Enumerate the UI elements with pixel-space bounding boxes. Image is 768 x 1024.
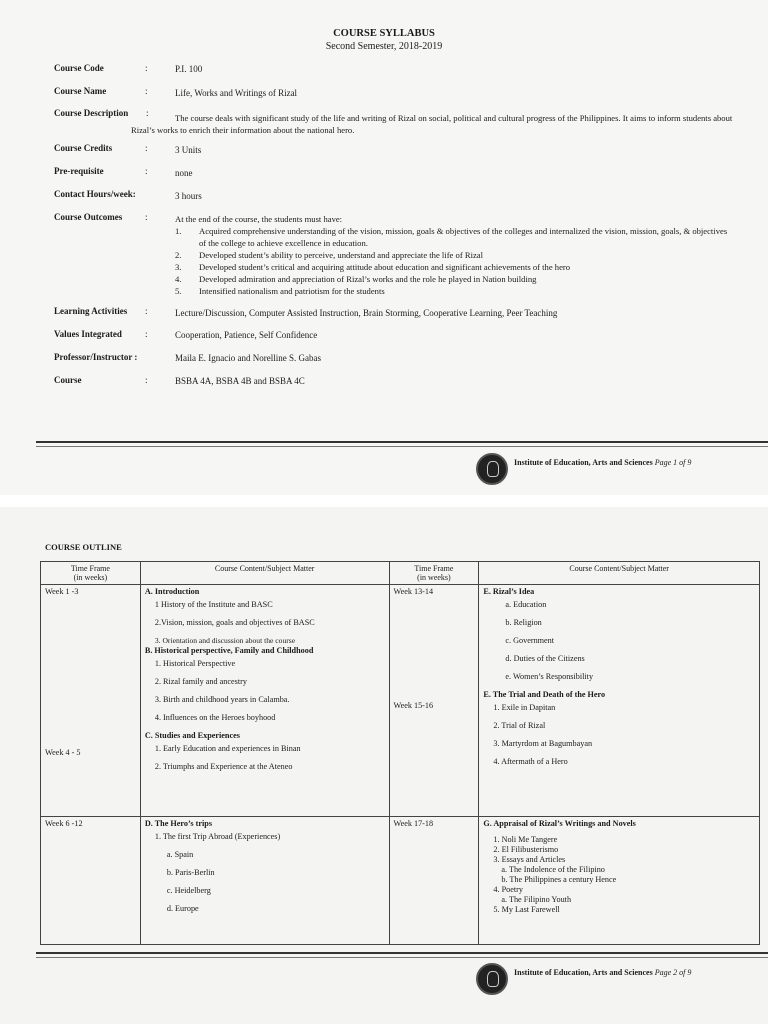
course-name-value: Life, Works and Writings of Rizal (175, 88, 298, 98)
list-item: b. Paris-Berlin (166, 868, 215, 877)
colon: : (145, 143, 148, 153)
course-code-value: P.I. 100 (175, 64, 203, 74)
contact-hours-value: 3 hours (175, 191, 202, 201)
list-item: d. Duties of the Citizens (505, 654, 585, 663)
list-item: d. Europe (166, 904, 199, 913)
course-description-value: The course deals with significant study of the life and writing of Rizal on social, political and cultural progress of the Philippines. It aims to inform students about Rizal’s works to enrich their information about the national hero. (131, 113, 733, 135)
content-header: Course Content/Subject Matter (140, 562, 389, 585)
section-title: B. Historical perspective, Family and Childhood (144, 646, 314, 655)
content-cell (479, 817, 760, 945)
prerequisite-label: Pre-requisite (54, 166, 104, 176)
list-item: 4. Influences on the Heroes boyhood (154, 713, 276, 722)
list-item: 2.Vision, mission, goals and objectives of BASC (154, 618, 315, 627)
course-code-label: Course Code (54, 63, 104, 73)
list-item: 1. Historical Perspective (154, 659, 236, 668)
list-item: a. The Filipino Youth (501, 895, 572, 904)
time-frame-header: Time Frame (in weeks) (41, 562, 141, 585)
learning-activities-label: Learning Activities (54, 306, 128, 316)
list-item: b. The Philippines a century Hence (501, 875, 617, 884)
list-item: 4. Aftermath of a Hero (493, 757, 568, 766)
list-item: a. Spain (166, 850, 194, 859)
course-outcomes-label: Course Outcomes (54, 212, 123, 222)
week-label: Week 1 -3 (45, 587, 79, 596)
week-cell: Week 17-18 (389, 817, 479, 945)
list-item: c. Heidelberg (166, 886, 211, 895)
outcome-item: 3. Developed student’s critical and acquiring attitude about education and significant achievements of the hero (175, 262, 571, 272)
page-number: Page 1 of 9 (654, 458, 692, 467)
colon: : (145, 212, 148, 222)
course-outline-label: COURSE OUTLINE (45, 542, 122, 552)
outcome-item: 5. Intensified nationalism and patriotism for the students (175, 286, 385, 296)
content-header: Course Content/Subject Matter (479, 562, 760, 585)
week-cell: Week 6 -12 (41, 817, 141, 945)
table-header-row (41, 562, 760, 585)
learning-activities-value: Lecture/Discussion, Computer Assisted Instruction, Brain Storming, Cooperative Learning, Peer Teaching (175, 308, 558, 318)
section-title: E. The Trial and Death of the Hero (483, 690, 606, 699)
contact-hours-label: Contact Hours/week: (54, 189, 136, 199)
professor-value: Maila E. Ignacio and Norelline S. Gabas (175, 353, 321, 363)
time-frame-header: Time Frame (in weeks) (389, 562, 479, 585)
colon: : (145, 86, 148, 96)
institute-seal-icon (476, 453, 508, 485)
colon: : (145, 306, 148, 316)
colon: : (145, 63, 148, 73)
list-item: 5. My Last Farewell (493, 905, 560, 914)
outcome-item: 2. Developed student’s ability to perceive, understand and appreciate the life of Rizal (175, 250, 483, 260)
page-gap (0, 495, 768, 507)
prerequisite-value: none (175, 168, 193, 178)
list-item: 4. Poetry (493, 885, 523, 894)
week-cell (389, 585, 479, 817)
list-item: 2. Triumphs and Experience at the Ateneo (154, 762, 293, 771)
list-item: 2. Trial of Rizal (493, 721, 546, 730)
values-integrated-value: Cooperation, Patience, Self Confidence (175, 330, 318, 340)
week-cell (41, 585, 141, 817)
colon: : (145, 166, 148, 176)
footer-rule (36, 446, 768, 447)
list-item: 2. Rizal family and ancestry (154, 677, 247, 686)
section-title: C. Studies and Experiences (144, 731, 240, 740)
list-item: 3. Martyrdom at Bagumbayan (493, 739, 593, 748)
course-credits-label: Course Credits (54, 143, 113, 153)
list-item: 3. Orientation and discussion about the course (154, 636, 296, 645)
section-title: A. Introduction (144, 587, 200, 596)
content-cell (140, 817, 389, 945)
footer-rule (36, 441, 768, 443)
colon: : (145, 375, 148, 385)
section-title: G. Appraisal of Rizal’s Writings and Novels (483, 819, 636, 828)
list-item: 3. Essays and Articles (493, 855, 566, 864)
institute-seal-icon (476, 963, 508, 995)
course-label: Course (54, 375, 82, 385)
section-title: E. Rizal’s Idea (483, 587, 535, 596)
week-label: Week 4 - 5 (45, 748, 81, 757)
list-item: 1. Early Education and experiences in Binan (154, 744, 301, 753)
footer-rule (36, 957, 768, 958)
footer-rule (36, 952, 768, 954)
colon: : (146, 108, 149, 118)
list-item: c. Government (505, 636, 555, 645)
list-item: a. Education (505, 600, 547, 609)
document-subtitle: Second Semester, 2018-2019 (325, 41, 443, 52)
colon: : (145, 329, 148, 339)
course-outline-table (40, 561, 760, 945)
page-2-footer: Institute of Education, Arts and Sciences Page 2 of 9 (514, 968, 692, 977)
outcomes-intro: At the end of the course, the students must have: (175, 214, 343, 224)
section-title: D. The Hero’s trips (144, 819, 213, 828)
page-1-footer: Institute of Education, Arts and Sciences Page 1 of 9 (514, 458, 692, 467)
list-item: e. Women’s Responsibility (505, 672, 594, 681)
content-cell (140, 585, 389, 817)
list-item: 1. Noli Me Tangere (493, 835, 558, 844)
list-item: 1. Exile in Dapitan (493, 703, 556, 712)
outcome-item: 1. Acquired comprehensive understanding of the vision, mission, goals & objectives of the colleges and internalized the vision, mission, goals, & objectives of the college to achieve excellence in education. (175, 226, 728, 248)
course-name-label: Course Name (54, 86, 107, 96)
list-item: a. The Indolence of the Filipino (501, 865, 605, 874)
course-outcomes-list (175, 213, 735, 297)
content-cell (479, 585, 760, 817)
list-item: b. Religion (505, 618, 542, 627)
list-item: 3. Birth and childhood years in Calamba. (154, 695, 290, 704)
outcome-item: 4. Developed admiration and appreciation of Rizal’s works and the role he played in Nation building (175, 274, 537, 284)
table-row (41, 817, 760, 945)
week-label: Week 13-14 (393, 587, 434, 596)
list-item: 1. The first Trip Abroad (Experiences) (154, 832, 281, 841)
list-item: 1 History of the Institute and BASC (154, 600, 273, 609)
page-number: Page 2 of 9 (654, 968, 692, 977)
professor-label: Professor/Instructor : (54, 352, 138, 362)
course-credits-value: 3 Units (175, 145, 202, 155)
values-integrated-label: Values Integrated (54, 329, 122, 339)
course-value: BSBA 4A, BSBA 4B and BSBA 4C (175, 376, 305, 386)
week-label: Week 15-16 (393, 701, 434, 710)
list-item: 2. El Filibusterismo (493, 845, 559, 854)
table-row (41, 585, 760, 817)
course-description-label: Course Description (54, 108, 129, 118)
document-title: COURSE SYLLABUS (333, 28, 435, 39)
